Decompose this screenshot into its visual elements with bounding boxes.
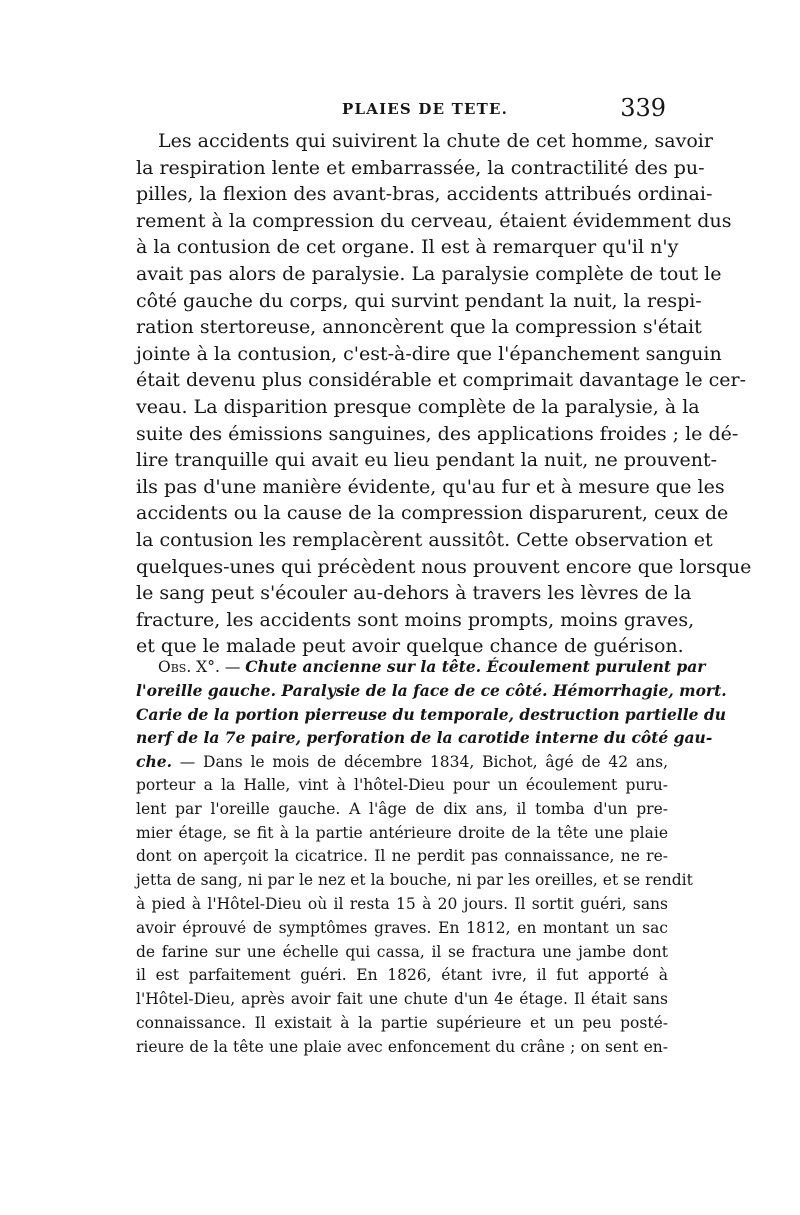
observation-label: Obs. X°.: [158, 658, 220, 676]
text-line: et que le malade peut avoir quelque chance de guérison.: [136, 635, 684, 658]
observation-text-line: connaissance. Il existait à la partie supérieure et un peu posté-: [136, 1013, 668, 1032]
text-line: avait pas alors de paralysie. La paralysie complète de tout le: [136, 262, 722, 285]
observation-text-line: avoir éprouvé de symptômes graves. En 1812, en montant un sac: [136, 918, 668, 937]
text-line: suite des émissions sanguines, des applications froides ; le dé-: [136, 422, 739, 445]
text-line: fracture, les accidents sont moins prompts, moins graves,: [136, 608, 695, 631]
text-line: Les accidents qui suivirent la chute de cet homme, savoir: [158, 130, 713, 152]
observation-block: [136, 655, 727, 1060]
text-line: la respiration lente et embarrassée, la contractilité des pu-: [136, 156, 705, 179]
observation-heading-line: [136, 655, 706, 679]
text-line: veau. La disparition presque complète de la paralysie, à la: [136, 395, 700, 418]
text-line: côté gauche du corps, qui survint pendant la nuit, la respi-: [136, 289, 702, 312]
text-line: était devenu plus considérable et comprimait davantage le cer-: [136, 369, 746, 392]
observation-text-line: jetta de sang, ni par le nez et la bouche, ni par les oreilles, et se rendit: [136, 871, 693, 890]
observation-text-line: dont on aperçoit la cicatrice. Il ne perdit pas connaissance, ne re-: [136, 847, 668, 866]
text-line: accidents ou la cause de la compression disparurent, ceux de: [136, 502, 729, 525]
text-line: la contusion les remplacèrent aussitôt. Cette observation et: [136, 528, 713, 551]
running-title: PLAIES DE TETE.: [342, 100, 509, 118]
paragraph-main: [136, 128, 752, 660]
text-line: quelques-unes qui précèdent nous prouvent encore que lorsque: [136, 555, 752, 578]
text-line: jointe à la contusion, c'est-à-dire que l'épanchement sanguin: [136, 342, 722, 365]
observation-text-line: mier étage, se fit à la partie antérieure droite de la tête une plaie: [136, 823, 668, 842]
observation-dash: —: [219, 658, 246, 676]
observation-text-line: [136, 750, 668, 774]
observation-text-line: l'Hôtel-Dieu, après avoir fait une chute d'un 4e étage. Il était sans: [136, 990, 668, 1009]
observation-text-line: il est parfaitement guéri. En 1826, étant ivre, il fut apporté à: [136, 966, 668, 985]
observation-text: — Dans le mois de décembre 1834, Bichot, âgé de 42 ans,: [171, 753, 668, 772]
page-header: [136, 94, 666, 128]
observation-title: nerf de la 7e paire, perforation de la carotide interne du côté gau-: [136, 728, 713, 748]
observation-text-line: porteur a la Halle, vint à l'hôtel-Dieu pour un écoulement puru-: [136, 775, 668, 794]
text-line: ration stertoreuse, annoncèrent que la compression s'était: [136, 316, 702, 339]
observation-title: Chute ancienne sur la tête. Écoulement purulent par: [245, 657, 706, 676]
observation-title: che.: [136, 752, 172, 772]
text-line: à la contusion de cet organe. Il est à remarquer qu'il n'y: [136, 236, 679, 259]
observation-text-line: rieure de la tête une plaie avec enfoncement du crâne ; on sent en-: [136, 1037, 668, 1056]
observation-text-line: lent par l'oreille gauche. A l'âge de dix ans, il tomba d'un pre-: [136, 799, 668, 818]
page-number: 339: [620, 94, 666, 122]
text-line: rement à la compression du cerveau, étaient évidemment dus: [136, 209, 732, 232]
text-line: lire tranquille qui avait eu lieu pendant la nuit, ne prouvent-: [136, 449, 718, 472]
text-line: le sang peut s'écouler au-dehors à travers les lèvres de la: [136, 582, 692, 605]
text-line: pilles, la flexion des avant-bras, accidents attribués ordinai-: [136, 183, 713, 206]
text-line: ils pas d'une manière évidente, qu'au fur et à mesure que les: [136, 475, 725, 498]
observation-text-line: de farine sur une échelle qui cassa, il se fractura une jambe dont: [136, 942, 668, 961]
observation-title: Carie de la portion pierreuse du temporale, destruction partielle du: [136, 704, 727, 724]
observation-title: l'oreille gauche. Paralysie de la face de ce côté. Hémorrhagie, mort.: [136, 680, 727, 700]
observation-text-line: à pied à l'Hôtel-Dieu où il resta 15 à 20 jours. Il sortit guéri, sans: [136, 894, 668, 913]
